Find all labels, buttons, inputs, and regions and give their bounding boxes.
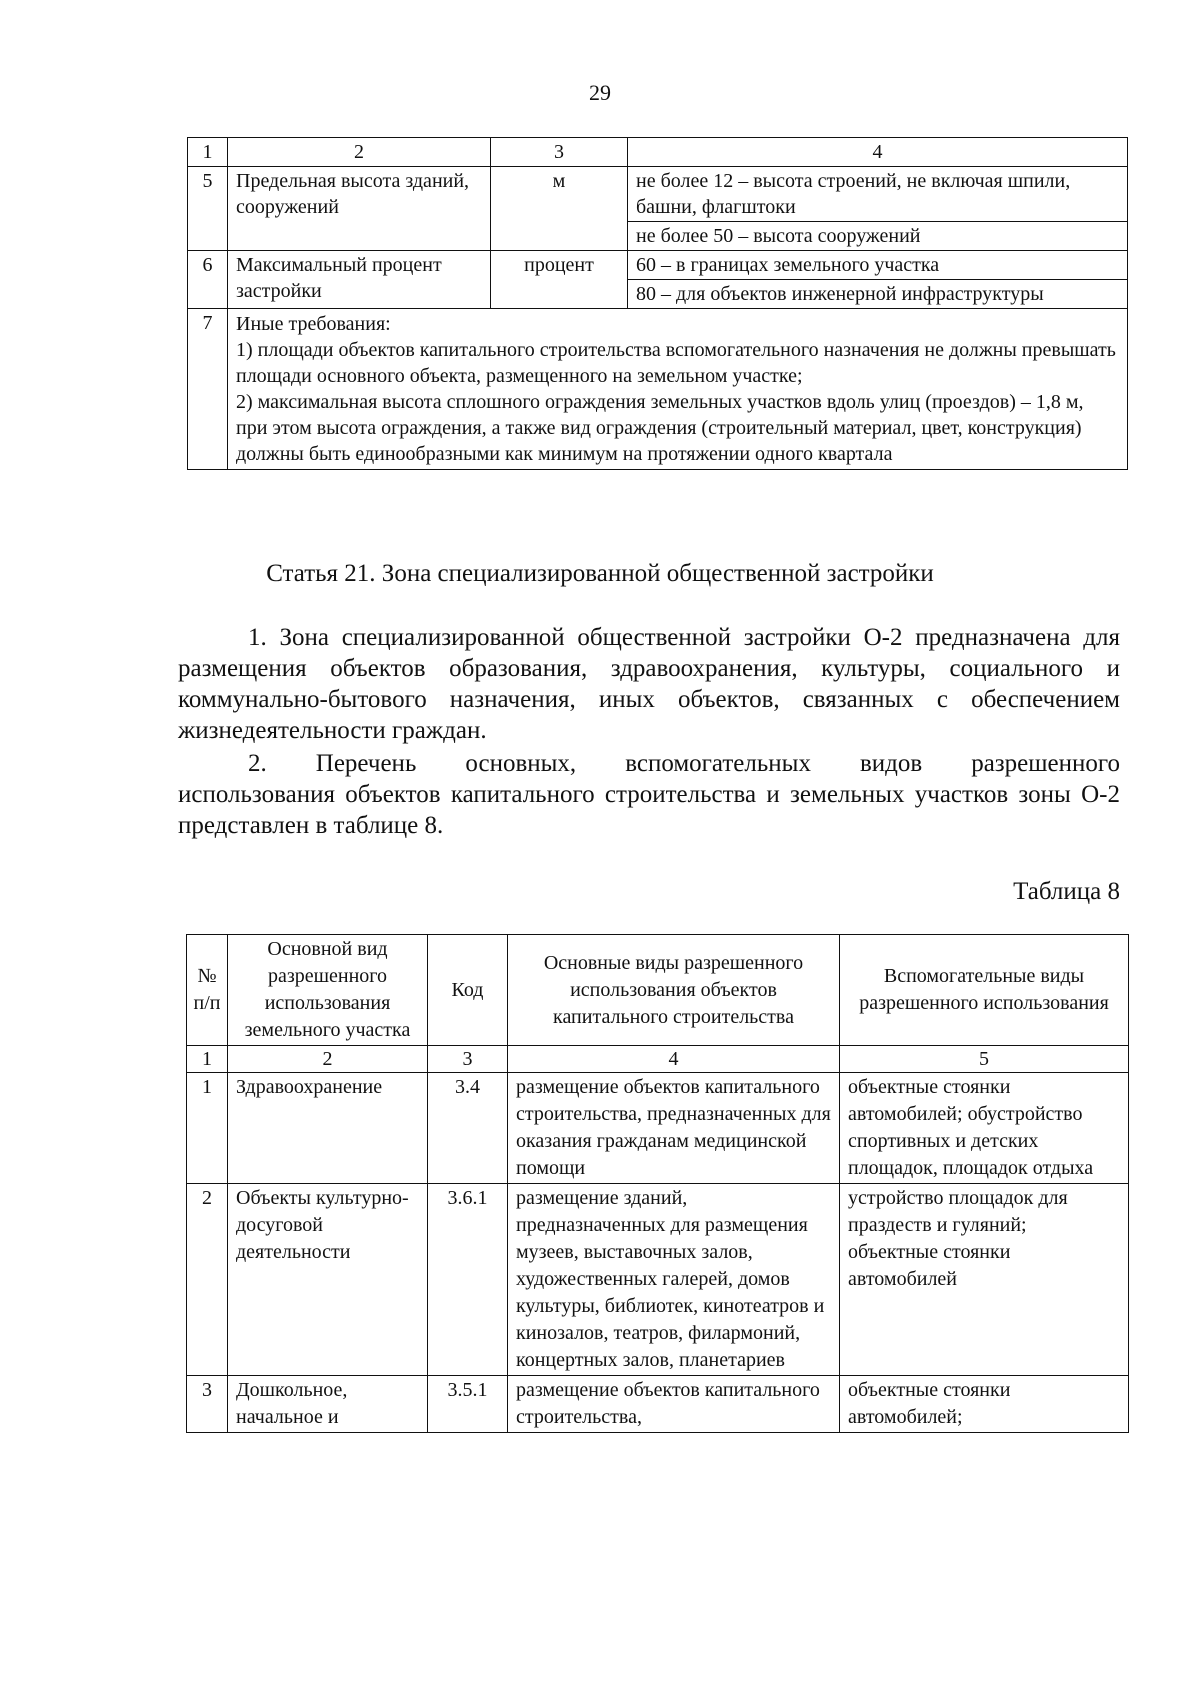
table-row	[188, 167, 1128, 251]
paragraph-1-text: 1. Зона специализированной общественной застройки О-2 предназначена для размещения объектов образования, здравоохранения, культуры, социального и коммунально-бытового назначения, иных объектов, связанных с обеспечением жизнедеятельности граждан.	[178, 624, 1120, 744]
col-number: 3	[554, 141, 564, 163]
other-requirements	[228, 309, 1127, 469]
code: 3.6.1	[447, 1187, 488, 1209]
col-number: 4	[872, 141, 883, 163]
paragraph-2	[178, 748, 1120, 841]
table-row	[187, 1073, 1129, 1184]
main-use: размещение объектов капитального строительства,	[516, 1379, 820, 1428]
row-number: 2	[202, 1187, 212, 1209]
land-use-type: Здравоохранение	[236, 1076, 383, 1098]
table-row	[188, 251, 1128, 309]
header-cell: Вспомогательные виды разрешенного использования	[859, 965, 1109, 1014]
requirement-item: 1) площади объектов капитального строительства вспомогательного назначения не должны превышать площади основного объекта, размещенного на земельном участке;	[236, 339, 1116, 387]
col-number: 2	[354, 141, 364, 163]
parameter-name: Предельная высота зданий, сооружений	[236, 170, 470, 218]
col-number: 5	[979, 1048, 989, 1070]
table-row	[188, 309, 1128, 470]
header-cell: Основные виды разрешенного использования объектов капитального строительства	[543, 951, 804, 1028]
main-use: размещение зданий, предназначенных для размещения музеев, выставочных залов, художественных галерей, домов культуры, библиотек, кинотеатров и кинозалов, театров, филармоний, концертных залов, планетариев	[516, 1187, 825, 1371]
row-number: 5	[202, 170, 213, 192]
col-number: 1	[202, 1048, 212, 1070]
table-header-row	[187, 935, 1129, 1046]
page-number: 29	[589, 80, 611, 105]
header-cell: Основной вид разрешенного использования земельного участка	[244, 938, 411, 1041]
auxiliary-use: объектные стоянки автомобилей; обустройство спортивных и детских площадок, площадок отдыха	[848, 1076, 1094, 1179]
paragraph-1	[178, 622, 1120, 746]
table-numbering-row	[187, 1046, 1129, 1073]
main-use: размещение объектов капитального строительства, предназначенных для оказания гражданам медицинской помощи	[516, 1076, 831, 1179]
row-number: 1	[202, 1076, 212, 1098]
col-number: 4	[668, 1048, 679, 1070]
col-number: 2	[322, 1048, 333, 1070]
value-line: 80 – для объектов инженерной инфраструктуры	[636, 283, 1044, 305]
table-caption: Таблица 8	[1013, 878, 1120, 905]
row-number: 7	[202, 312, 213, 334]
value-line: не более 50 – высота сооружений	[636, 225, 921, 247]
table-row	[187, 1184, 1129, 1376]
table-row	[187, 1376, 1129, 1433]
header-cell: № п/п	[193, 965, 221, 1014]
requirements-title: Иные требования:	[236, 313, 391, 335]
land-use-type: Объекты культурно-досуговой деятельности	[236, 1187, 409, 1263]
code: 3.4	[455, 1076, 480, 1098]
parameter-name: Максимальный процент застройки	[236, 254, 442, 302]
auxiliary-use: устройство площадок для праздеств и гуляний; объектные стоянки автомобилей	[848, 1187, 1068, 1290]
table-header-row	[188, 138, 1128, 167]
value-line: 60 – в границах земельного участка	[628, 251, 1127, 280]
land-use-type: Дошкольное, начальное и	[236, 1379, 348, 1428]
unit: м	[552, 170, 566, 192]
article-heading: Статья 21. Зона специализированной общественной застройки	[266, 560, 934, 587]
col-number: 1	[202, 141, 213, 163]
continuation-table	[187, 137, 1128, 470]
unit: процент	[524, 254, 594, 276]
row-number: 6	[202, 254, 213, 276]
paragraph-2-text: использования объектов капитального строительства и земельных участков зоны О-2 представлен в таблице 8.	[178, 781, 1120, 839]
auxiliary-use: объектные стоянки автомобилей;	[848, 1379, 1011, 1428]
row-number: 3	[202, 1379, 212, 1401]
value-line: не более 12 – высота строений, не включая шпили, башни, флагштоки	[628, 167, 1127, 222]
code: 3.5.1	[447, 1379, 488, 1401]
table-8	[186, 934, 1129, 1433]
paragraph-2-first-line: 2. Перечень основных, вспомогательных видов разрешенного	[248, 750, 1120, 777]
header-cell: Код	[451, 978, 484, 1001]
col-number: 3	[462, 1048, 473, 1070]
requirement-item: 2) максимальная высота сплошного ограждения земельных участков вдоль улиц (проездов) – 1,8 м, при этом высота ограждения, а также вид ограждения (строительный материал, цвет, конструкция) должны быть единообразными как минимум на протяжении одного квартала	[236, 391, 1084, 465]
